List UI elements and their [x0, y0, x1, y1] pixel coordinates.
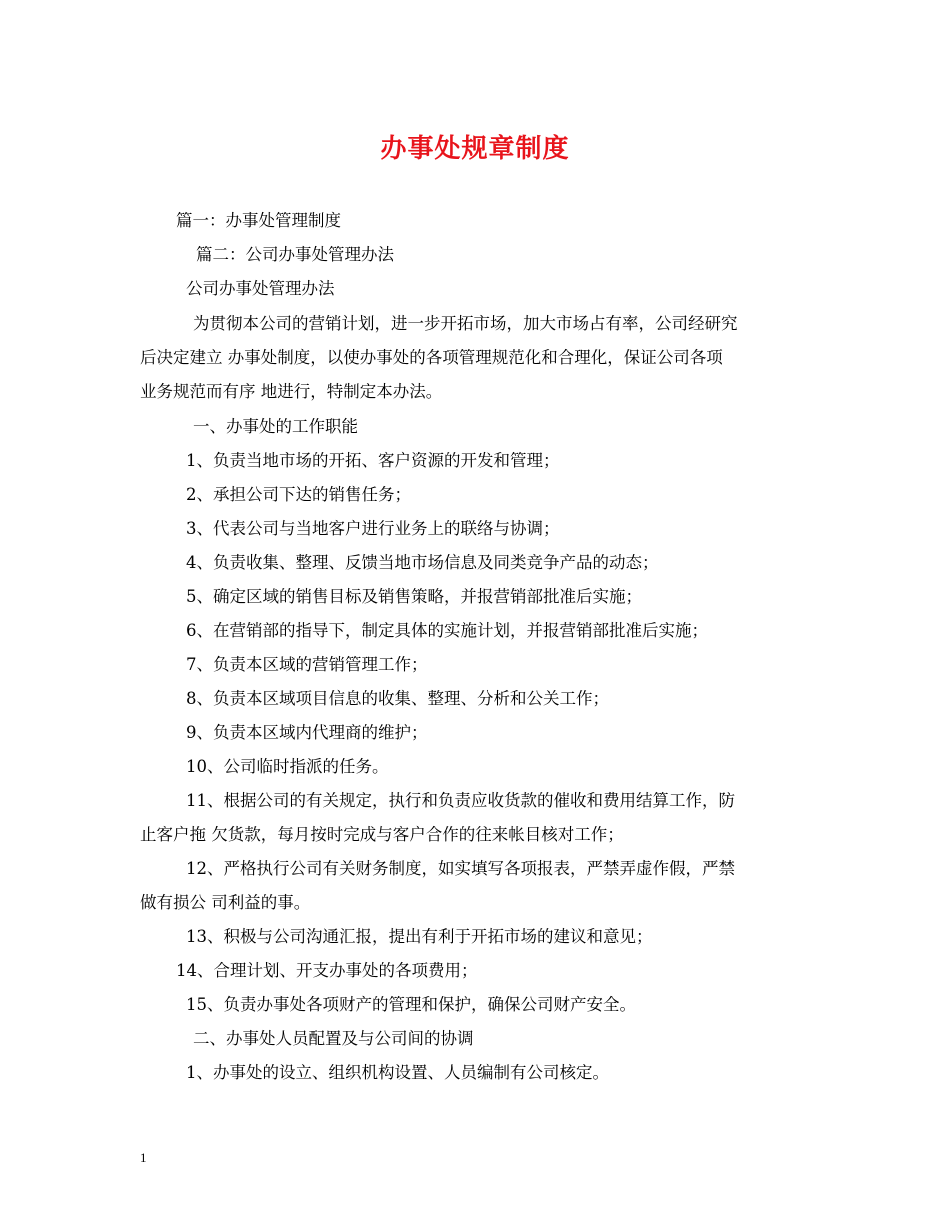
list-item: 2、承担公司下达的销售任务； [186, 485, 411, 504]
list-item: 5、确定区域的销售目标及销售策略，并报营销部批准后实施； [186, 587, 642, 606]
list-item: 9、负责本区域内代理商的维护； [186, 723, 428, 742]
list-item: 4、负责收集、整理、反馈当地市场信息及同类竞争产品的动态； [186, 553, 659, 572]
list-item: 7、负责本区域的营销管理工作； [186, 655, 428, 674]
list-item-12-line-1: 12、严格执行公司有关财务制度，如实填写各项报表，严禁弄虚作假，严禁 [186, 859, 735, 878]
list-item: 6、在营销部的指导下，制定具体的实施计划，并报营销部批准后实施； [186, 621, 708, 640]
list-item: 1、负责当地市场的开拓、客户资源的开发和管理； [186, 451, 560, 470]
toc-entry-2: 篇二：公司办事处管理办法 [196, 245, 394, 264]
list-item: 8、负责本区域项目信息的收集、整理、分析和公关工作； [186, 689, 609, 708]
list-item-14: 14、合理计划、开支办事处的各项费用； [176, 961, 478, 980]
page-number: 1 [140, 1150, 147, 1165]
list-item-13: 13、积极与公司沟通汇报，提出有利于开拓市场的建议和意见； [186, 927, 653, 946]
toc-entry-1: 篇一：办事处管理制度 [176, 211, 341, 230]
list-item-11-line-2: 止客户拖 欠货款，每月按时完成与客户合作的往来帐目核对工作； [140, 825, 624, 844]
list-item: 1、办事处的设立、组织机构设置、人员编制有公司核定。 [186, 1063, 609, 1082]
list-item-12-line-2: 做有损公 司利益的事。 [140, 893, 311, 912]
section-subtitle: 公司办事处管理办法 [186, 279, 335, 298]
document-title: 办事处规章制度 [380, 134, 570, 164]
intro-line-3: 业务规范而有序 地进行，特制定本办法。 [140, 382, 443, 401]
list-item: 3、代表公司与当地客户进行业务上的联络与协调； [186, 519, 560, 538]
list-item-15: 15、负责办事处各项财产的管理和保护，确保公司财产安全。 [186, 995, 636, 1014]
intro-line-1: 为贯彻本公司的营销计划，进一步开拓市场，加大市场占有率，公司经研究 [193, 314, 738, 333]
section-2-heading: 二、办事处人员配置及与公司间的协调 [193, 1029, 474, 1048]
intro-line-2: 后决定建立 办事处制度，以使办事处的各项管理规范化和合理化，保证公司各项 [140, 348, 723, 367]
list-item-11-line-1: 11、根据公司的有关规定，执行和负责应收货款的催收和费用结算工作，防 [186, 791, 735, 810]
list-item: 10、公司临时指派的任务。 [186, 757, 389, 776]
section-1-heading: 一、办事处的工作职能 [193, 417, 358, 436]
